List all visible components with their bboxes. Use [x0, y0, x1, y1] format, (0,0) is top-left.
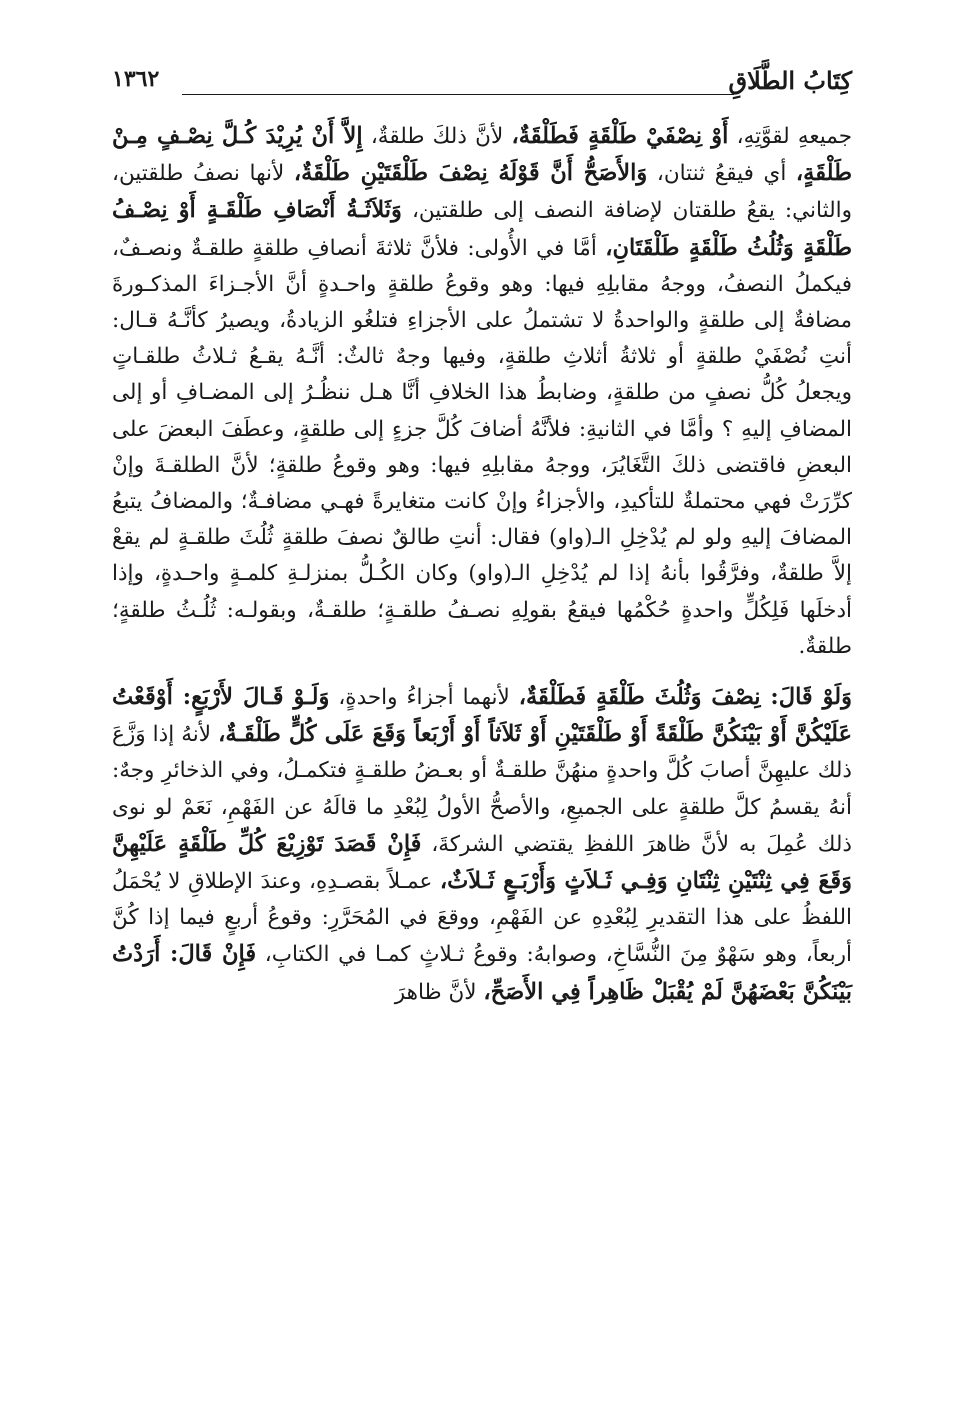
- commentary-text: لأنَّ ظاهرَ: [394, 979, 484, 1005]
- commentary-text: لأنهما أجزاءُ واحدةٍ،: [329, 685, 519, 711]
- header-rule: [182, 94, 734, 95]
- page-header: [112, 66, 852, 106]
- matn-text: فَإِنْ قَصَدَ تَوْزِيْعَ كُلِّ طَلْقَةٍ عَلَيْهِنَّ وَقَعَ فِي ثِنْتَيْنِ ثِنْتَانِ وَفِـي ثَـلاَثٍ وَأَرْبَـعٍ ثَـلاَثٌ،: [112, 830, 852, 895]
- matn-text: إِلاَّ أَنْ يُرِيْدَ كُـلَّ نِصْـفٍ مِـنْ طَلْقَةٍ،: [112, 123, 852, 187]
- commentary-text: لأنها نصفُ طلقتين، والثاني: يقعُ طلقتان لإضافة النصف إلى طلقتين،: [112, 161, 852, 224]
- commentary-text: لأنهُ إذا وَزَّعَ ذلك عليهِنَّ أصابَ كُلَّ واحدةٍ منهُنَّ طلقـةٌ أو بعـضُ طلقـةٍ فتكمـلُ، وفي الذخائرِ وجهٌ: أنهُ يقسمُ كلَّ طلقةٍ على الجميعِ، والأصحُّ الأولُ لِبُعْدِ ما قالَهُ عن الفَهْمِ، نَعَمْ لو نوى ذلك عُمِلَ به لأنَّ ظاهرَ اللفظِ يقتضي الشركةَ،: [112, 722, 852, 857]
- paragraph: [112, 118, 852, 665]
- matn-text: وَثَلاَثَـةُ أَنْصَافِ طَلْقَـةٍ أَوْ نِصْـفُ طَلْقَةٍ وَثُلُثُ طَلْقَةٍ طَلْقَتَانِ،: [112, 197, 852, 261]
- commentary-text: جميعهِ لقوَّتِهِ،: [728, 124, 852, 149]
- matn-text: فَإِنْ قَالَ: أَرَدْتُ بَيْنَكُنَّ بَعْضَهُنَّ لَمْ يُقْبَلْ ظَاهِراً فِي الأَصَحِّ،: [112, 941, 852, 1005]
- commentary-text: أمَّا في الأُولى: فلأنَّ ثلاثةَ أنصافِ طلقةٍ طلقـةٌ ونصـفٌ، فيكملُ النصفُ، ووجهُ مقابلِهِ فيها: وهو وقوعُ طلقةٍ واحـدةٍ أنَّ الأجـزاءَ المذكـورةَ مضافةٌ إلى طلقةٍ والواحدةُ لا تشتملُ على الأجزاءِ فتلغُو الزيادةُ، ويصيرُ كأنَّـهُ قـال: أنتِ نُصْفَيْ طلقةٍ أو ثلاثةُ أثلاثِ طلقةٍ، وفيها وجهٌ ثالثٌ: أنَّـهُ يقـعُ ثـلاثُ طلقـاتٍ ويجعلُ كُلُّ نصفٍ من طلقةٍ، وضابطُ هذا الخلافِ أنَّا هـل ننظُـرُ إلى المضـافِ أو إلى المضافِ إليهِ ؟ وأمَّا في الثانيةِ: فلأنَّهُ أضافَ كُلَّ جزءٍ إلى طلقةٍ، وعطَفَ البعضَ على البعضِ فاقتضى ذلكَ التَّغَايُرَ، ووجهُ مقابلِهِ فيها: وهو وقوعُ طلقةٍ؛ لأنَّ الطلقـةَ وإنْ كرِّرَتْ فهي محتملةٌ للتأكيدِ، والأجزاءُ وإنْ كانت متغايرةً فهـي مضافـةٌ؛ والمضافُ يتبعُ المضافَ إليهِ ولو لم يُدْخِلِ الـ(واو) فقال: أنتِ طالقٌ نصفَ طلقةٍ ثُلُثَ طلقـةٍ لم يقعْ إلاَّ طلقةٌ، وفرَّقُوا بأنهُ إذا لم يُدْخِلِ الـ(واو) وكان الكُـلُّ بمنزلـةِ كلمـةٍ واحـدةٍ، وإذا أدخلَها فَلِكُلٍّ واحدةٍ حُكْمُها فيقعُ بقولِهِ نصـفُ طلقـةٍ؛ طلقـةٌ، وبقولـه: ثُلُـثُ طلقةٍ؛ طلقةٌ.: [112, 235, 852, 659]
- commentary-text: أي فيقعُ ثنتان،: [647, 161, 796, 187]
- commentary-text: عمـلاً بقصـدِهِ، وعندَ الإطلاقِ لا يُحْمَلُ اللفظُ على هذا التقديرِ لِبُعْدِهِ عن الفَهْمِ، ووقعَ في المُحَرَّرِ: وقوعُ أربعٍ فيما إذا كُنَّ أربعاً، وهو سَهْوٌ مِنَ النُّسَّاخِ، وصوابهُ: وقوعُ ثـلاثٍ كمـا في الكتابِ،: [112, 869, 852, 968]
- matn-text: وَلَـوْ قَـالَ لأَرْبَعٍ: أَوْقَعْتُ عَلَيْكُنَّ أَوْ بَيْنَكُنَّ طَلْقَةً أَوْ طَلْقَتَيْنِ أَوْ ثَلاَثاً أَوْ أَرْبَعاً وَقَعَ عَلَى كُلٍّ طَلْقَـةٌ،: [112, 684, 853, 748]
- commentary-text: لأنَّ ذلكَ طلقةٌ،: [362, 124, 512, 149]
- page-number: ١٣٦٢: [112, 66, 160, 92]
- matn-text: وَالأَصَحُّ أَنَّ قَوْلَهُ نِصْفَ طَلْقَتَيْنِ طَلْقَةٌ،: [293, 160, 648, 187]
- matn-text: أَوْ نِصْفَيْ طَلْقَةٍ فَطَلْقَةٌ،: [511, 123, 729, 149]
- body-text: [112, 118, 852, 1011]
- running-title: كِتَابُ الطَّلَاقِ: [728, 66, 852, 95]
- matn-text: وَلَوْ قَالَ: نِصْفَ وَثُلُثَ طَلْقَةٍ فَطَلْقَةٌ،: [518, 684, 852, 711]
- paragraph: [112, 679, 852, 1011]
